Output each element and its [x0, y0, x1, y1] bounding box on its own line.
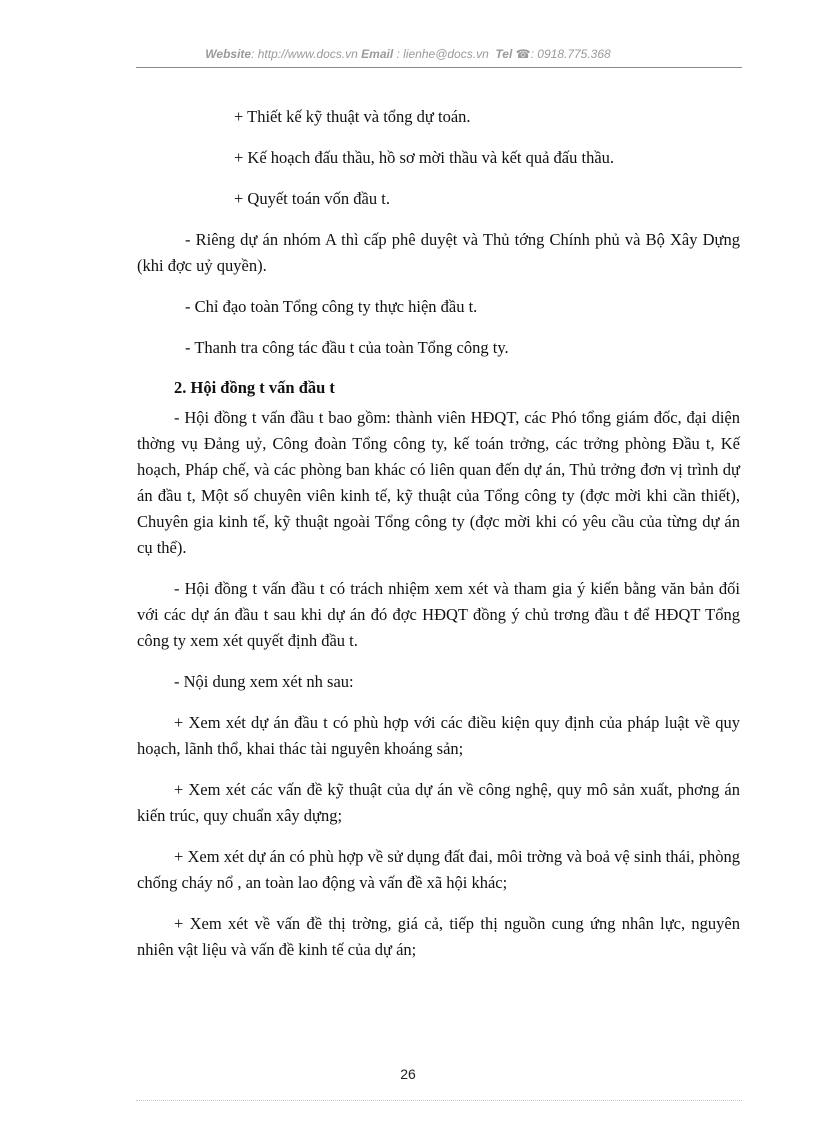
document-body — [137, 104, 740, 963]
tel-value: : 0918.775.368 — [530, 47, 611, 61]
footer-divider — [136, 1100, 742, 1101]
paragraph-review-technical: + Xem xét các vấn đề kỹ thuật của dự án về công nghệ, quy mô sản xuất, phơng án kiến trúc, quy chuẩn xây dựng; — [137, 780, 740, 825]
telephone-icon: ☎ — [515, 47, 531, 61]
header-divider — [136, 67, 742, 68]
paragraph-review-environment: + Xem xét dự án có phù hợp về sử dụng đất đai, môi trờng và boả vệ sinh thái, phòng chống cháy nổ , an toàn lao động và vấn đề xã hội khác; — [137, 847, 740, 892]
website-value: : http://www.docs.vn — [251, 47, 358, 61]
paragraph-inspect: - Thanh tra công tác đầu t của toàn Tổng công ty. — [185, 338, 509, 357]
paragraph-direct: - Chỉ đạo toàn Tổng công ty thực hiện đầu t. — [185, 297, 478, 316]
paragraph-review-law: + Xem xét dự án đầu t có phù hợp với các điều kiện quy định của pháp luật về quy hoạch, lãnh thổ, khai thác tài nguyên khoáng sản; — [137, 713, 740, 758]
paragraph-review-content: - Nội dung xem xét nh sau: — [174, 672, 354, 691]
paragraph-design: + Thiết kế kỹ thuật và tổng dự toán. — [234, 107, 471, 126]
tel-label: Tel — [495, 47, 513, 61]
page-header — [0, 47, 816, 61]
website-label: Website — [205, 47, 252, 61]
email-label: Email — [361, 47, 394, 61]
section-heading: 2. Hội đồng t vấn đầu t — [174, 378, 335, 397]
paragraph-review-market: + Xem xét về vấn đề thị trờng, giá cả, tiếp thị nguồn cung ứng nhân lực, nguyên nhiên vật liệu và vấn đề kinh tế của dự án; — [137, 914, 740, 959]
page-number: 26 — [400, 1066, 416, 1082]
paragraph-bidding-plan: + Kế hoạch đấu thầu, hồ sơ mời thầu và kết quả đấu thầu. — [234, 148, 615, 167]
paragraph-council-duty: - Hội đồng t vấn đầu t có trách nhiệm xem xét và tham gia ý kiến bằng văn bản đối với các dự án đầu t sau khi dự án đó đợc HĐQT đồng ý chủ trơng đầu t để HĐQT Tổng công ty xem xét quyết định đầu t. — [137, 579, 740, 650]
email-value: : lienhe@docs.vn — [393, 47, 489, 61]
paragraph-settlement: + Quyết toán vốn đầu t. — [234, 189, 390, 208]
paragraph-council-members: - Hội đồng t vấn đầu t bao gồm: thành viên HĐQT, các Phó tổng giám đốc, đại diện thờng vụ Đảng uỷ, Công đoàn Tổng công ty, kế toán trởng, các trởng phòng Đầu t, Kế hoạch, Pháp chế, và các phòng ban khác có liên quan đến dự án, Thủ trởng đơn vị trình dự án đầu t, Một số chuyên viên kinh tế, kỹ thuật của Tổng công ty (đợc mời khi cần thiết), Chuyên gia kinh tế, kỹ thuật ngoài Tổng công ty (đợc mời khi có yêu cầu của từng dự án cụ thể). — [137, 408, 740, 557]
paragraph-group-a: - Riêng dự án nhóm A thì cấp phê duyệt và Thủ tớng Chính phủ và Bộ Xây Dựng (khi đợc uỷ quyền). — [137, 230, 740, 275]
